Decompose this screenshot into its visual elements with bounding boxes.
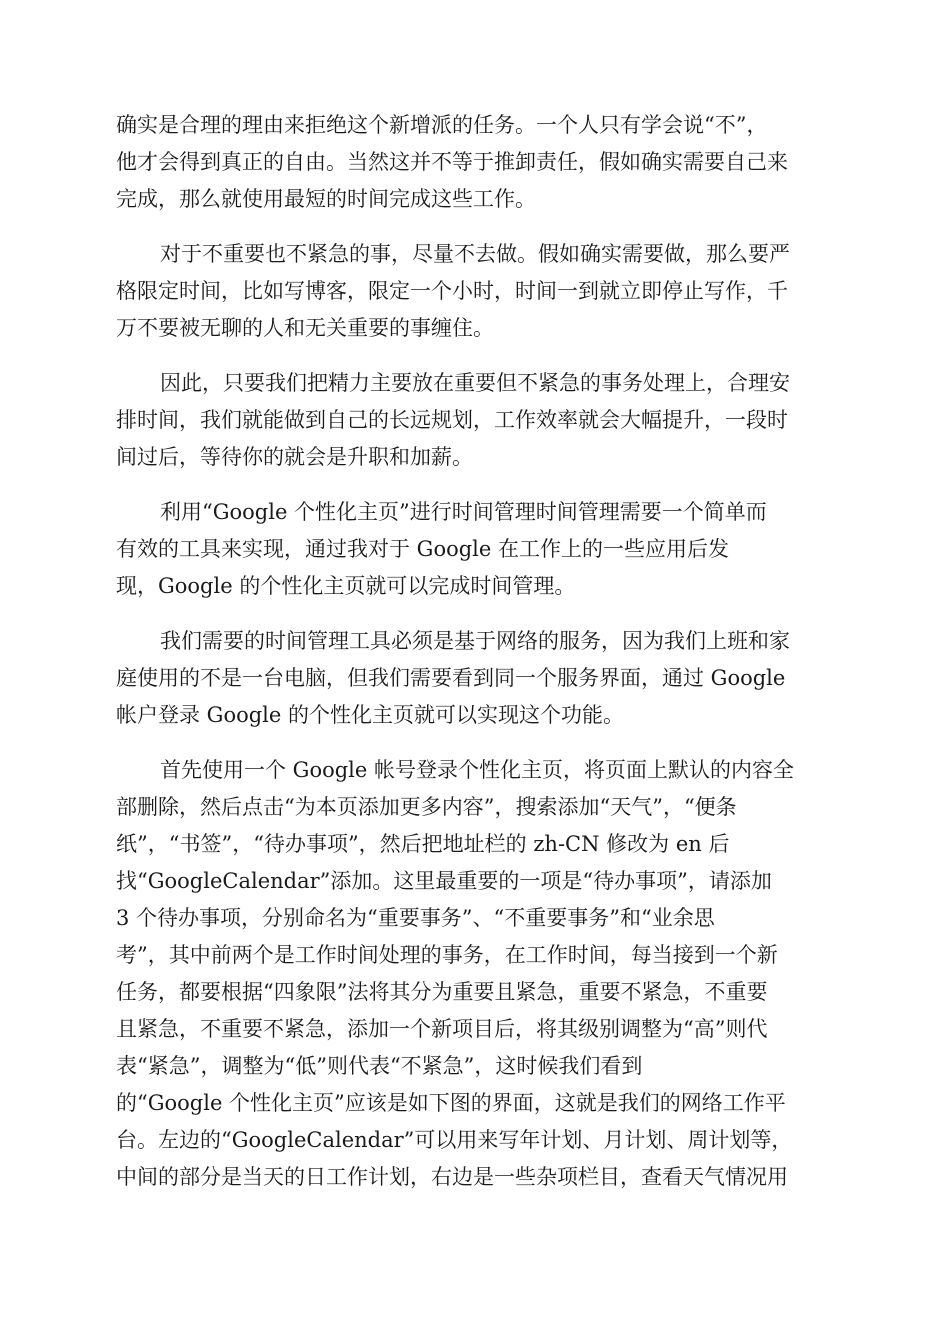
text-line: 有效的工具来实现，通过我对于 Google 在工作上的一些应用后发 — [116, 537, 729, 561]
text-line: 帐户登录 Google 的个性化主页就可以实现这个功能。 — [116, 703, 624, 727]
text-line: 任务，都要根据“四象限”法将其分为重要且紧急，重要不紧急，不重要 — [116, 980, 768, 1004]
text-line: 首先使用一个 Google 帐号登录个性化主页，将页面上默认的内容全 — [160, 758, 794, 782]
text-line: 找“GoogleCalendar”添加。这里最重要的一项是“待办事项”，请添加 — [116, 869, 772, 893]
text-line: 间过后，等待你的就会是升职和加薪。 — [116, 445, 473, 469]
text-line: 对于不重要也不紧急的事，尽量不去做。假如确实需要做，那么要严 — [160, 242, 790, 266]
text-line: 排时间，我们就能做到自己的长远规划，工作效率就会大幅提升，一段时 — [116, 408, 788, 432]
text-line: 纸”，“书签”，“待办事项”，然后把地址栏的 zh-CN 修改为 en 后 — [116, 832, 730, 856]
text-line: 现，Google 的个性化主页就可以完成时间管理。 — [116, 574, 576, 598]
text-line: 万不要被无聊的人和无关重要的事缠住。 — [116, 316, 494, 340]
text-line: 庭使用的不是一台电脑，但我们需要看到同一个服务界面，通过 Google — [116, 666, 786, 690]
text-line: 考”，其中前两个是工作时间处理的事务，在工作时间，每当接到一个新 — [116, 943, 778, 967]
text-line: 我们需要的时间管理工具必须是基于网络的服务，因为我们上班和家 — [160, 629, 790, 653]
paragraph — [116, 623, 834, 734]
document-page — [116, 107, 834, 1214]
text-line: 中间的部分是当天的日工作计划，右边是一些杂项栏目，查看天气情况用 — [116, 1165, 788, 1189]
text-line: 的“Google 个性化主页”应该是如下图的界面，这就是我们的网络工作平 — [116, 1091, 786, 1115]
text-line: 确实是合理的理由来拒绝这个新增派的任务。一个人只有学会说“不”， — [116, 113, 768, 137]
paragraph — [116, 365, 834, 476]
text-line: 完成，那么就使用最短的时间完成这些工作。 — [116, 187, 536, 211]
text-line: 利用“Google 个性化主页”进行时间管理时间管理需要一个简单而 — [160, 500, 767, 524]
text-line: 3 个待办事项，分别命名为“重要事务”、“不重要事务”和“业余思 — [116, 906, 715, 930]
text-line: 且紧急，不重要不紧急，添加一个新项目后，将其级别调整为“高”则代 — [116, 1017, 768, 1041]
text-line: 台。左边的“GoogleCalendar”可以用来写年计划、月计划、周计划等， — [116, 1128, 793, 1152]
text-line: 因此，只要我们把精力主要放在重要但不紧急的事务处理上，合理安 — [160, 371, 790, 395]
text-line: 表“紧急”，调整为“低”则代表“不紧急”，这时候我们看到 — [116, 1054, 643, 1078]
paragraph — [116, 236, 834, 347]
text-line: 部删除，然后点击“为本页添加更多内容”，搜索添加“天气”，“便条 — [116, 795, 737, 819]
text-line: 格限定时间，比如写博客，限定一个小时，时间一到就立即停止写作，千 — [116, 279, 788, 303]
paragraph — [116, 107, 834, 218]
paragraph — [116, 494, 834, 605]
text-line: 他才会得到真正的自由。当然这并不等于推卸责任，假如确实需要自己来 — [116, 150, 788, 174]
paragraph — [116, 752, 834, 1196]
